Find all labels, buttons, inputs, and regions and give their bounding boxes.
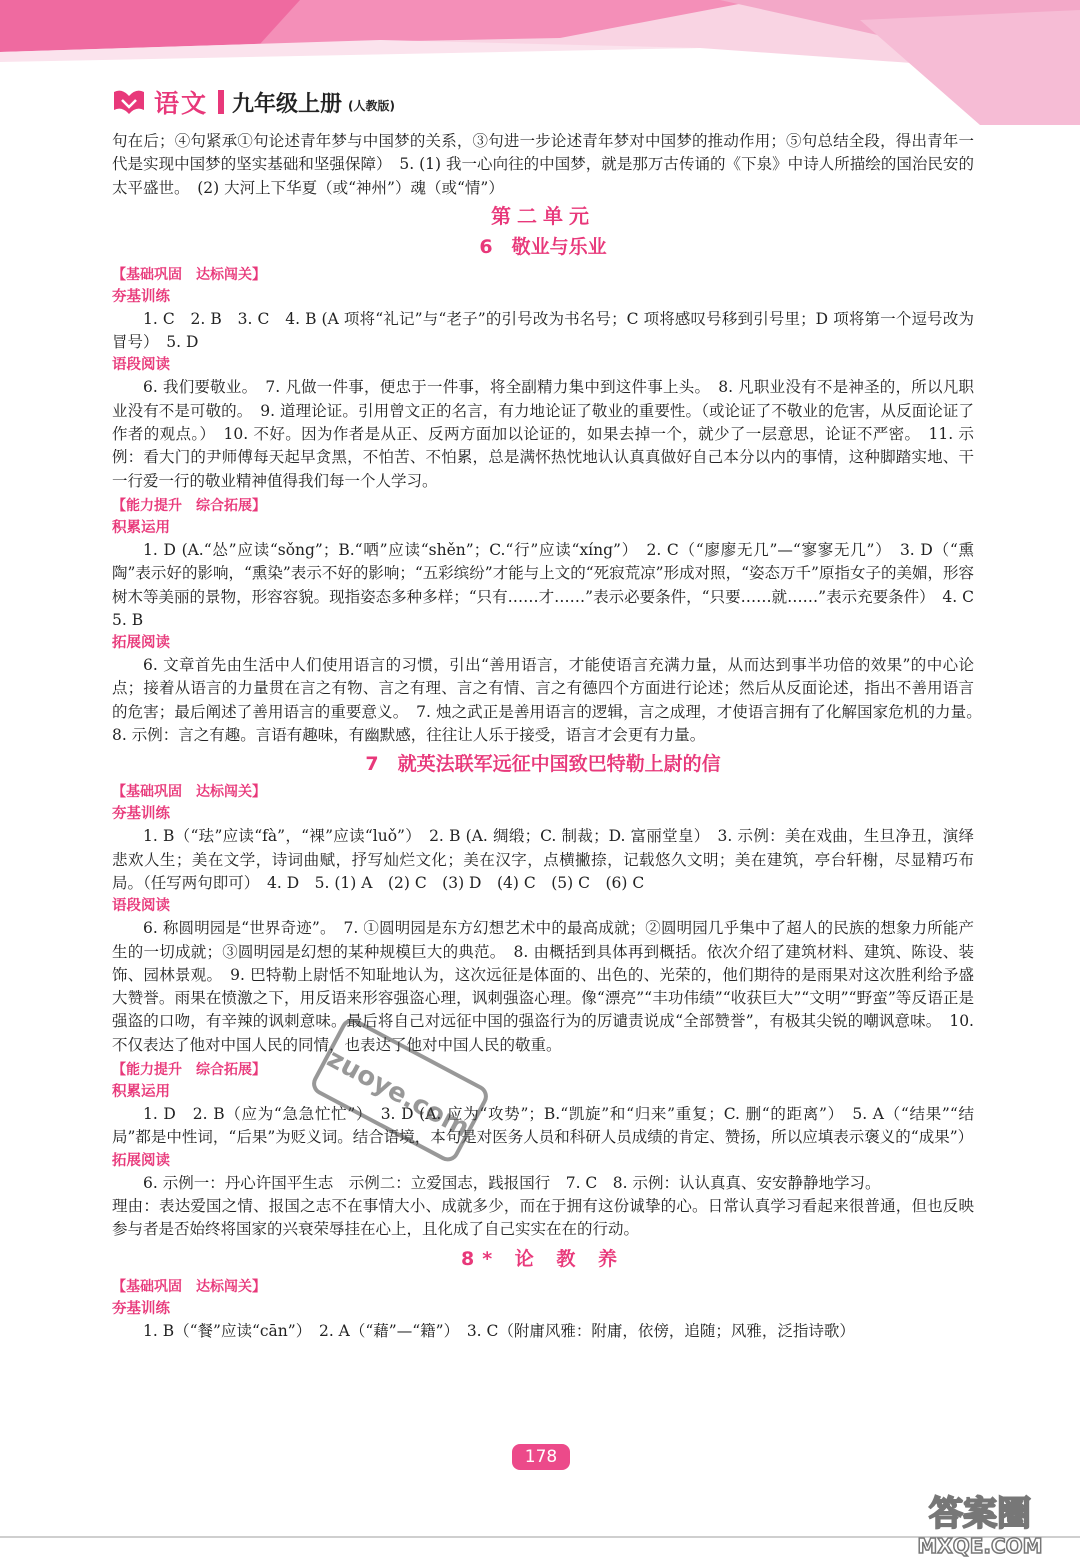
unit-title: 第二单元: [491, 203, 595, 228]
answer-paragraph: 6. 示例一：丹心许国平生志 示例二：立爱国志，践报国行 7. C 8. 示例：认认真真、安安静静地学习。: [143, 1173, 881, 1192]
svg-text:答案圈: 答案圈: [929, 1494, 1031, 1534]
answer-paragraph: 1. D (A.“怂”应读“sǒng”；B.“哂”应读“shěn”；C.“行”应读“xíng”） 2. C（“廖廖无几”—“寥寥无几”） 3. D（“熏陶”表示好的影响，“熏染”表示不好的影响；“五彩缤纷”才能与上文的“死寂荒凉”形成对照，“姿态万千”原指女子的美媚，形容树木等美丽的景物，形容容貌。现指姿态多种多样；“只有……才……”表示必要条件，“只要……就……”表示充要条件） 4. C 5. B: [112, 540, 990, 629]
stamp-text: zuoye.com: [322, 1043, 475, 1144]
subsection-heading: 夯基训练: [112, 806, 170, 823]
watermark-text: MXQE.COM: [917, 1534, 1043, 1558]
section-heading: 【基础巩固 达标闯关】: [112, 784, 266, 801]
subsection-heading: 夯基训练: [112, 1300, 170, 1317]
answer-paragraph: 6. 称圆明园是“世界奇迹”。 7. ①圆明园是东方幻想艺术中的最高成就；②圆明园几乎集中了超人的民族的想象力所能产生的一切成就；③圆明园是幻想的某种规模巨大的典范。 8. 由概括到具体再到概括。依次介绍了建筑材料、建筑、陈设、装饰、园林景观。 9. 巴特勒上尉恬不知耻地认为，这次远征是体面的、出色的、光荣的，他们期待的是雨果对这次胜利给予盛大赞誉。雨果在愤激之下，用反语来形容强盗心理，讽刺强盗心理。像“漂亮”“丰功伟绩”“收获巨大”“文明”“野蛮”等反语正是强盗的口吻，有辛辣的讽刺意味。最后将自己对远征中国的强盗行为的厉谴责说成“全部赞誉”，有极其尖锐的嘲讽意味。 10. 不仅表达了他对中国人民的同情，也表达了他对中国人民的敬重。: [112, 919, 979, 1054]
edition-label: (人教版): [348, 98, 396, 113]
subsection-heading: 语段阅读: [112, 898, 170, 915]
page-number: 178: [512, 1444, 570, 1470]
subsection-heading: 夯基训练: [112, 288, 170, 305]
subsection-heading: 语段阅读: [112, 357, 170, 374]
answer-content: [112, 130, 990, 1343]
header-divider: [218, 90, 224, 114]
subsection-heading: 积累运用: [112, 1084, 170, 1101]
answer-paragraph: 1. B（“餐”应读“cān”） 2. A（“藉”—“籍”） 3. C（附庸风雅：附庸，依傍，追随；风雅，泛指诗歌）: [143, 1321, 855, 1340]
answer-paragraph: 6. 文章首先由生活中人们使用语言的习惯，引出“善用语言，才能使语言充满力量，从而达到事半功倍的效果”的中心论点；接着从语言的力量贯在言之有物、言之有理、言之有情、言之有德四个方面进行论述；然后从反面论述，指出不善用语言的危害；最后阐述了善用语言的重要意义。 7. 烛之武正是善用语言的逻辑，言之成理，才使语言拥有了化解国家危机的力量。 8. 示例：言之有趣。言语有趣味，有幽默感，往往让人乐于接受，语言才会更有力量。: [112, 656, 990, 745]
grade-title: 九年级上册: [232, 91, 343, 117]
answer-paragraph: 1. C 2. B 3. C 4. B (A 项将“礼记”与“老子”的引号改为书名号；C 项将感叹号移到引号里；D 项将第一个逗号改为冒号） 5. D: [112, 309, 974, 352]
subsection-heading: 拓展阅读: [112, 1152, 170, 1169]
book-heart-icon: [112, 88, 146, 116]
answer-paragraph: 1. D 2. B（应为“急急忙忙”） 3. D (A. 应为“攻势”；B.“凯旋”和“归来”重复；C. 删“的距离”） 5. A（“结果”“结局”都是中性词，“后果”为贬义词。结合语境，本句是对医务人员和科研人员成绩的肯定、赞扬，所以应填表示褒义的“成果”）: [112, 1105, 974, 1147]
lesson-7-title: 7 就英法联军远征中国致巴特勒上尉的信: [365, 753, 721, 776]
intro-paragraph: 句在后；④句紧承①句论述青年梦与中国梦的关系，③句进一步论述青年梦对中国梦的推动作用；⑤句总结全段，得出青年一代是实现中国梦的坚实基础和坚强保障） 5. (1) 我一心向往的中国梦，就是那万古传诵的《下泉》中诗人所描绘的国治民安的太平盛世。 (2) 大河上下华夏（或“神州”）魂（或“情”）: [112, 132, 974, 197]
section-heading: 【能力提升 综合拓展】: [112, 497, 266, 514]
section-heading: 【基础巩固 达标闯关】: [112, 266, 266, 283]
subsection-heading: 积累运用: [112, 519, 170, 536]
subsection-heading: 拓展阅读: [112, 635, 170, 652]
section-heading: 【能力提升 综合拓展】: [112, 1062, 266, 1079]
lesson-8-title: 8* 论 教 养: [460, 1247, 625, 1270]
page-header: [112, 84, 395, 120]
lesson-6-title: 6 敬业与乐业: [479, 235, 607, 258]
answer-paragraph: 6. 我们要敬业。 7. 凡做一件事，便忠于一件事，将全副精力集中到这件事上头。 8. 凡职业没有不是神圣的，所以凡职业没有不是可敬的。 9. 道理论证。引用曾文正的名言，有力地论证了敬业的重要性。（或论证了不敬业的危害，从反面论证了作者的观点。） 10. 不好。因为作者是从正、反两方面加以论证的，如果去掉一个，就少了一层意思，论证不严密。 11. 示例：看大门的尹师傅每天起早贪黑，不怕苦、不怕累，总是满怀热忱地认认真真做好自己本分以内的事情，这种脚踏实地、干一行爱一行的敬业精神值得我们每一个人学习。: [112, 378, 974, 490]
section-heading: 【基础巩固 达标闯关】: [112, 1278, 266, 1295]
watermark-logo: [890, 1475, 1070, 1560]
stamp-graphic: [300, 1010, 500, 1170]
answer-paragraph: 1. B（“珐”应读“fà”，“裸”应读“luǒ”） 2. B (A. 绸缎；C. 制裁；D. 富丽堂皇） 3. 示例：美在戏曲，生旦净丑，演绎悲欢人生；美在文学，诗词曲赋，抒写灿烂文化；美在汉字，点横撇捺，记载悠久文明；美在建筑，亭台轩榭，尽显精巧布局。（任写两句即可） 4. D 5. (1) A (2) C (3) D (4) C (5) C (6) C: [112, 827, 974, 892]
answer-paragraph: 理由：表达爱国之情、报国之志不在事情大小、成就多少，而在于拥有这份诚挚的心。日常认真学习看起来很普通，但也反映参与者是否始终将国家的兴衰荣辱挂在心上，且化成了自己实实在在的行动。: [112, 1196, 974, 1239]
subject-title: 语文: [154, 89, 209, 118]
